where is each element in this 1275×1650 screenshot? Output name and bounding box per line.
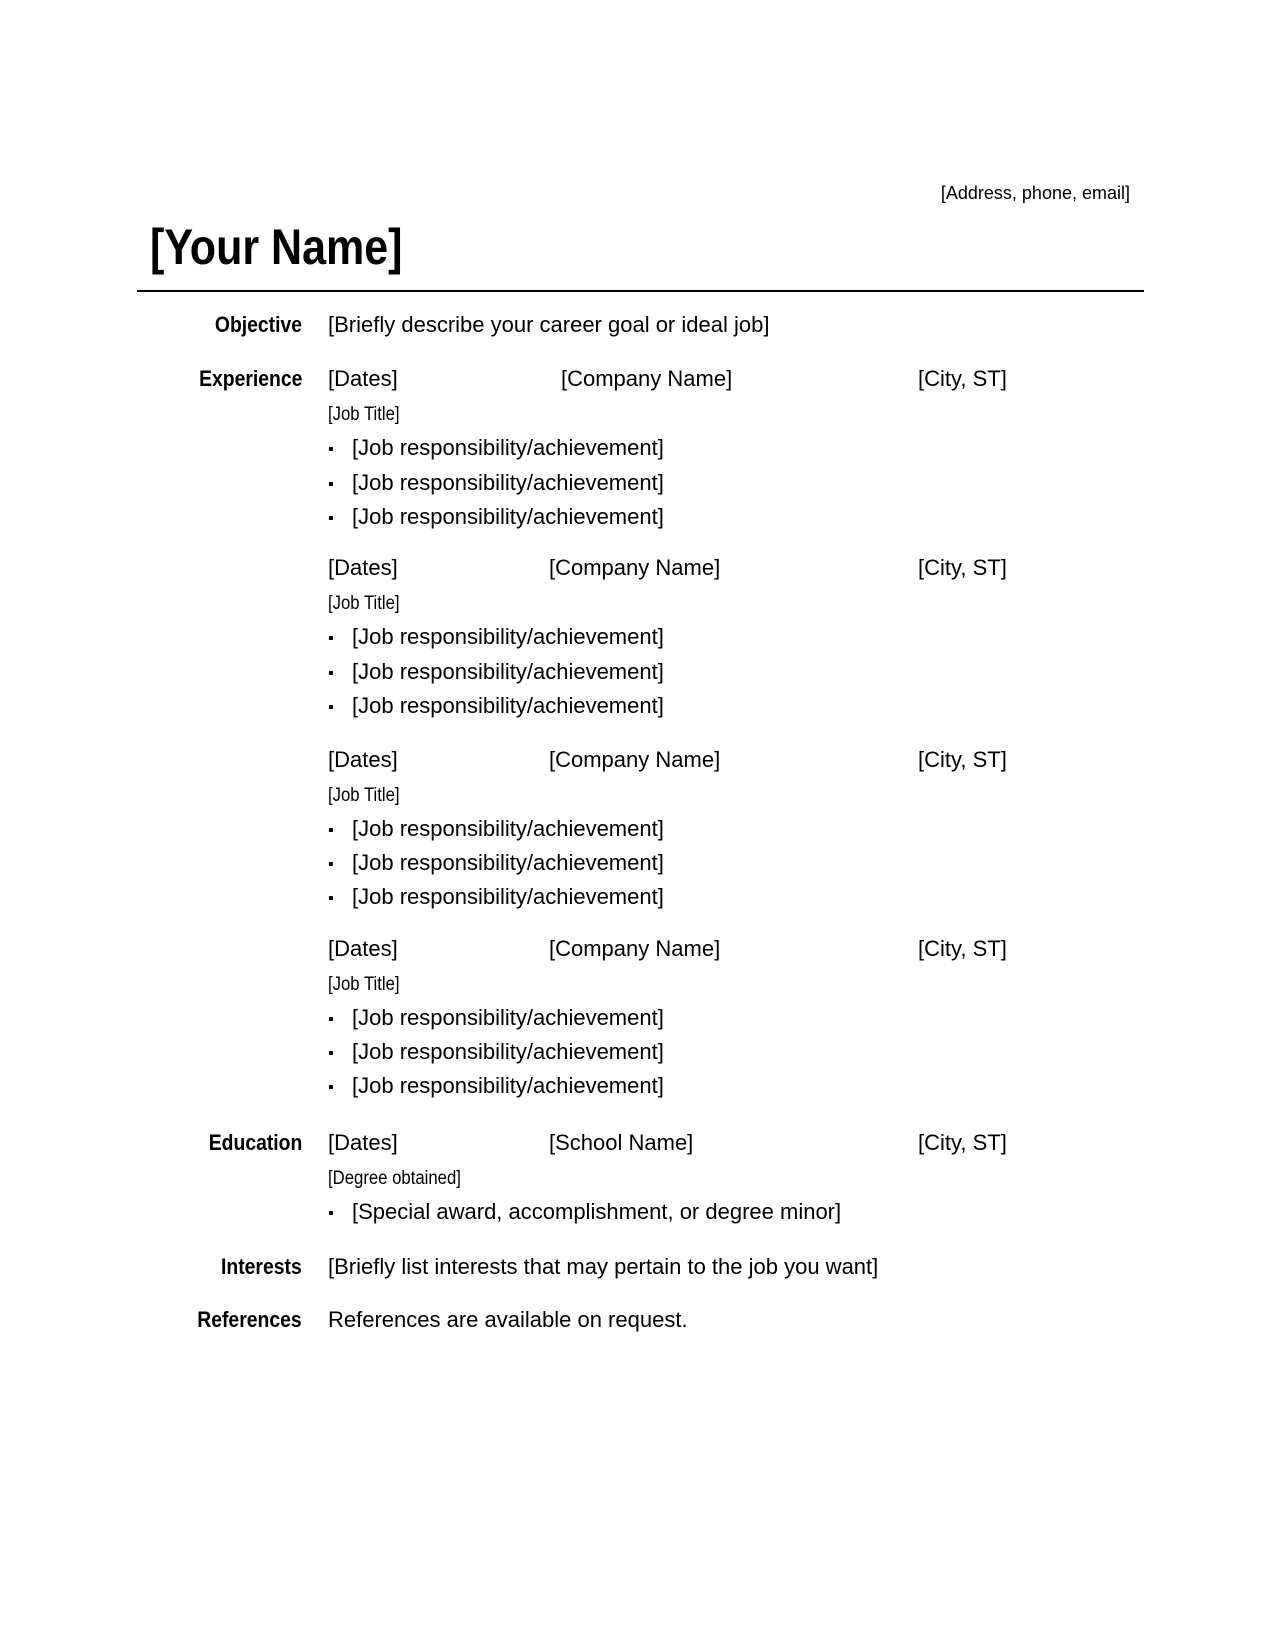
job-title: [Job Title] bbox=[328, 404, 400, 425]
job-title: [Job Title] bbox=[328, 974, 400, 995]
bullet-icon: ▪ bbox=[328, 1079, 334, 1096]
bullet-icon: ▪ bbox=[328, 1205, 334, 1222]
interests-text: [Briefly list interests that may pertain to the job you want] bbox=[328, 1254, 879, 1279]
job-item: [Job responsibility/achievement] bbox=[352, 470, 664, 495]
education-label: Education bbox=[208, 1130, 302, 1155]
job-item: [Job responsibility/achievement] bbox=[352, 504, 664, 529]
bullet-icon: ▪ bbox=[328, 856, 334, 873]
bullet-icon: ▪ bbox=[328, 665, 334, 682]
bullet-icon: ▪ bbox=[328, 822, 334, 839]
job-dates: [Dates] bbox=[328, 555, 398, 580]
job-item: [Job responsibility/achievement] bbox=[352, 1073, 664, 1098]
job-item: [Job responsibility/achievement] bbox=[352, 624, 664, 649]
education-school: [School Name] bbox=[549, 1130, 694, 1155]
job-company: [Company Name] bbox=[561, 366, 733, 391]
job-title: [Job Title] bbox=[328, 593, 400, 614]
job-dates: [Dates] bbox=[328, 747, 398, 772]
job-item: [Job responsibility/achievement] bbox=[352, 816, 664, 841]
references-label: References bbox=[197, 1307, 302, 1332]
job-location: [City, ST] bbox=[918, 936, 1007, 961]
references-text: References are available on request. bbox=[328, 1307, 688, 1332]
contact-info: [Address, phone, email] bbox=[940, 183, 1130, 203]
bullet-icon: ▪ bbox=[328, 1011, 334, 1028]
job-item: [Job responsibility/achievement] bbox=[352, 693, 664, 718]
resume-name: [Your Name] bbox=[150, 219, 403, 275]
job-location: [City, ST] bbox=[918, 366, 1007, 391]
header-divider bbox=[137, 290, 1144, 292]
job-location: [City, ST] bbox=[918, 747, 1007, 772]
education-degree: [Degree obtained] bbox=[328, 1168, 461, 1189]
job-dates: [Dates] bbox=[328, 936, 398, 961]
bullet-icon: ▪ bbox=[328, 441, 334, 458]
bullet-icon: ▪ bbox=[328, 630, 334, 647]
objective-text: [Briefly describe your career goal or ideal job] bbox=[328, 312, 770, 337]
bullet-icon: ▪ bbox=[328, 1045, 334, 1062]
job-dates: [Dates] bbox=[328, 366, 398, 391]
job-item: [Job responsibility/achievement] bbox=[352, 1005, 664, 1030]
job-location: [City, ST] bbox=[918, 555, 1007, 580]
bullet-icon: ▪ bbox=[328, 699, 334, 716]
job-item: [Job responsibility/achievement] bbox=[352, 884, 664, 909]
education-dates: [Dates] bbox=[328, 1130, 398, 1155]
job-item: [Job responsibility/achievement] bbox=[352, 1039, 664, 1064]
bullet-icon: ▪ bbox=[328, 510, 334, 527]
job-company: [Company Name] bbox=[549, 747, 721, 772]
bullet-icon: ▪ bbox=[328, 476, 334, 493]
job-company: [Company Name] bbox=[549, 936, 721, 961]
interests-label: Interests bbox=[221, 1254, 302, 1279]
objective-label: Objective bbox=[214, 312, 302, 337]
experience-label: Experience bbox=[198, 366, 302, 391]
job-item: [Job responsibility/achievement] bbox=[352, 659, 664, 684]
job-item: [Job responsibility/achievement] bbox=[352, 435, 664, 460]
job-company: [Company Name] bbox=[549, 555, 721, 580]
job-item: [Job responsibility/achievement] bbox=[352, 850, 664, 875]
education-item: [Special award, accomplishment, or degree minor] bbox=[352, 1199, 842, 1224]
bullet-icon: ▪ bbox=[328, 890, 334, 907]
education-location: [City, ST] bbox=[918, 1130, 1007, 1155]
job-title: [Job Title] bbox=[328, 785, 400, 806]
